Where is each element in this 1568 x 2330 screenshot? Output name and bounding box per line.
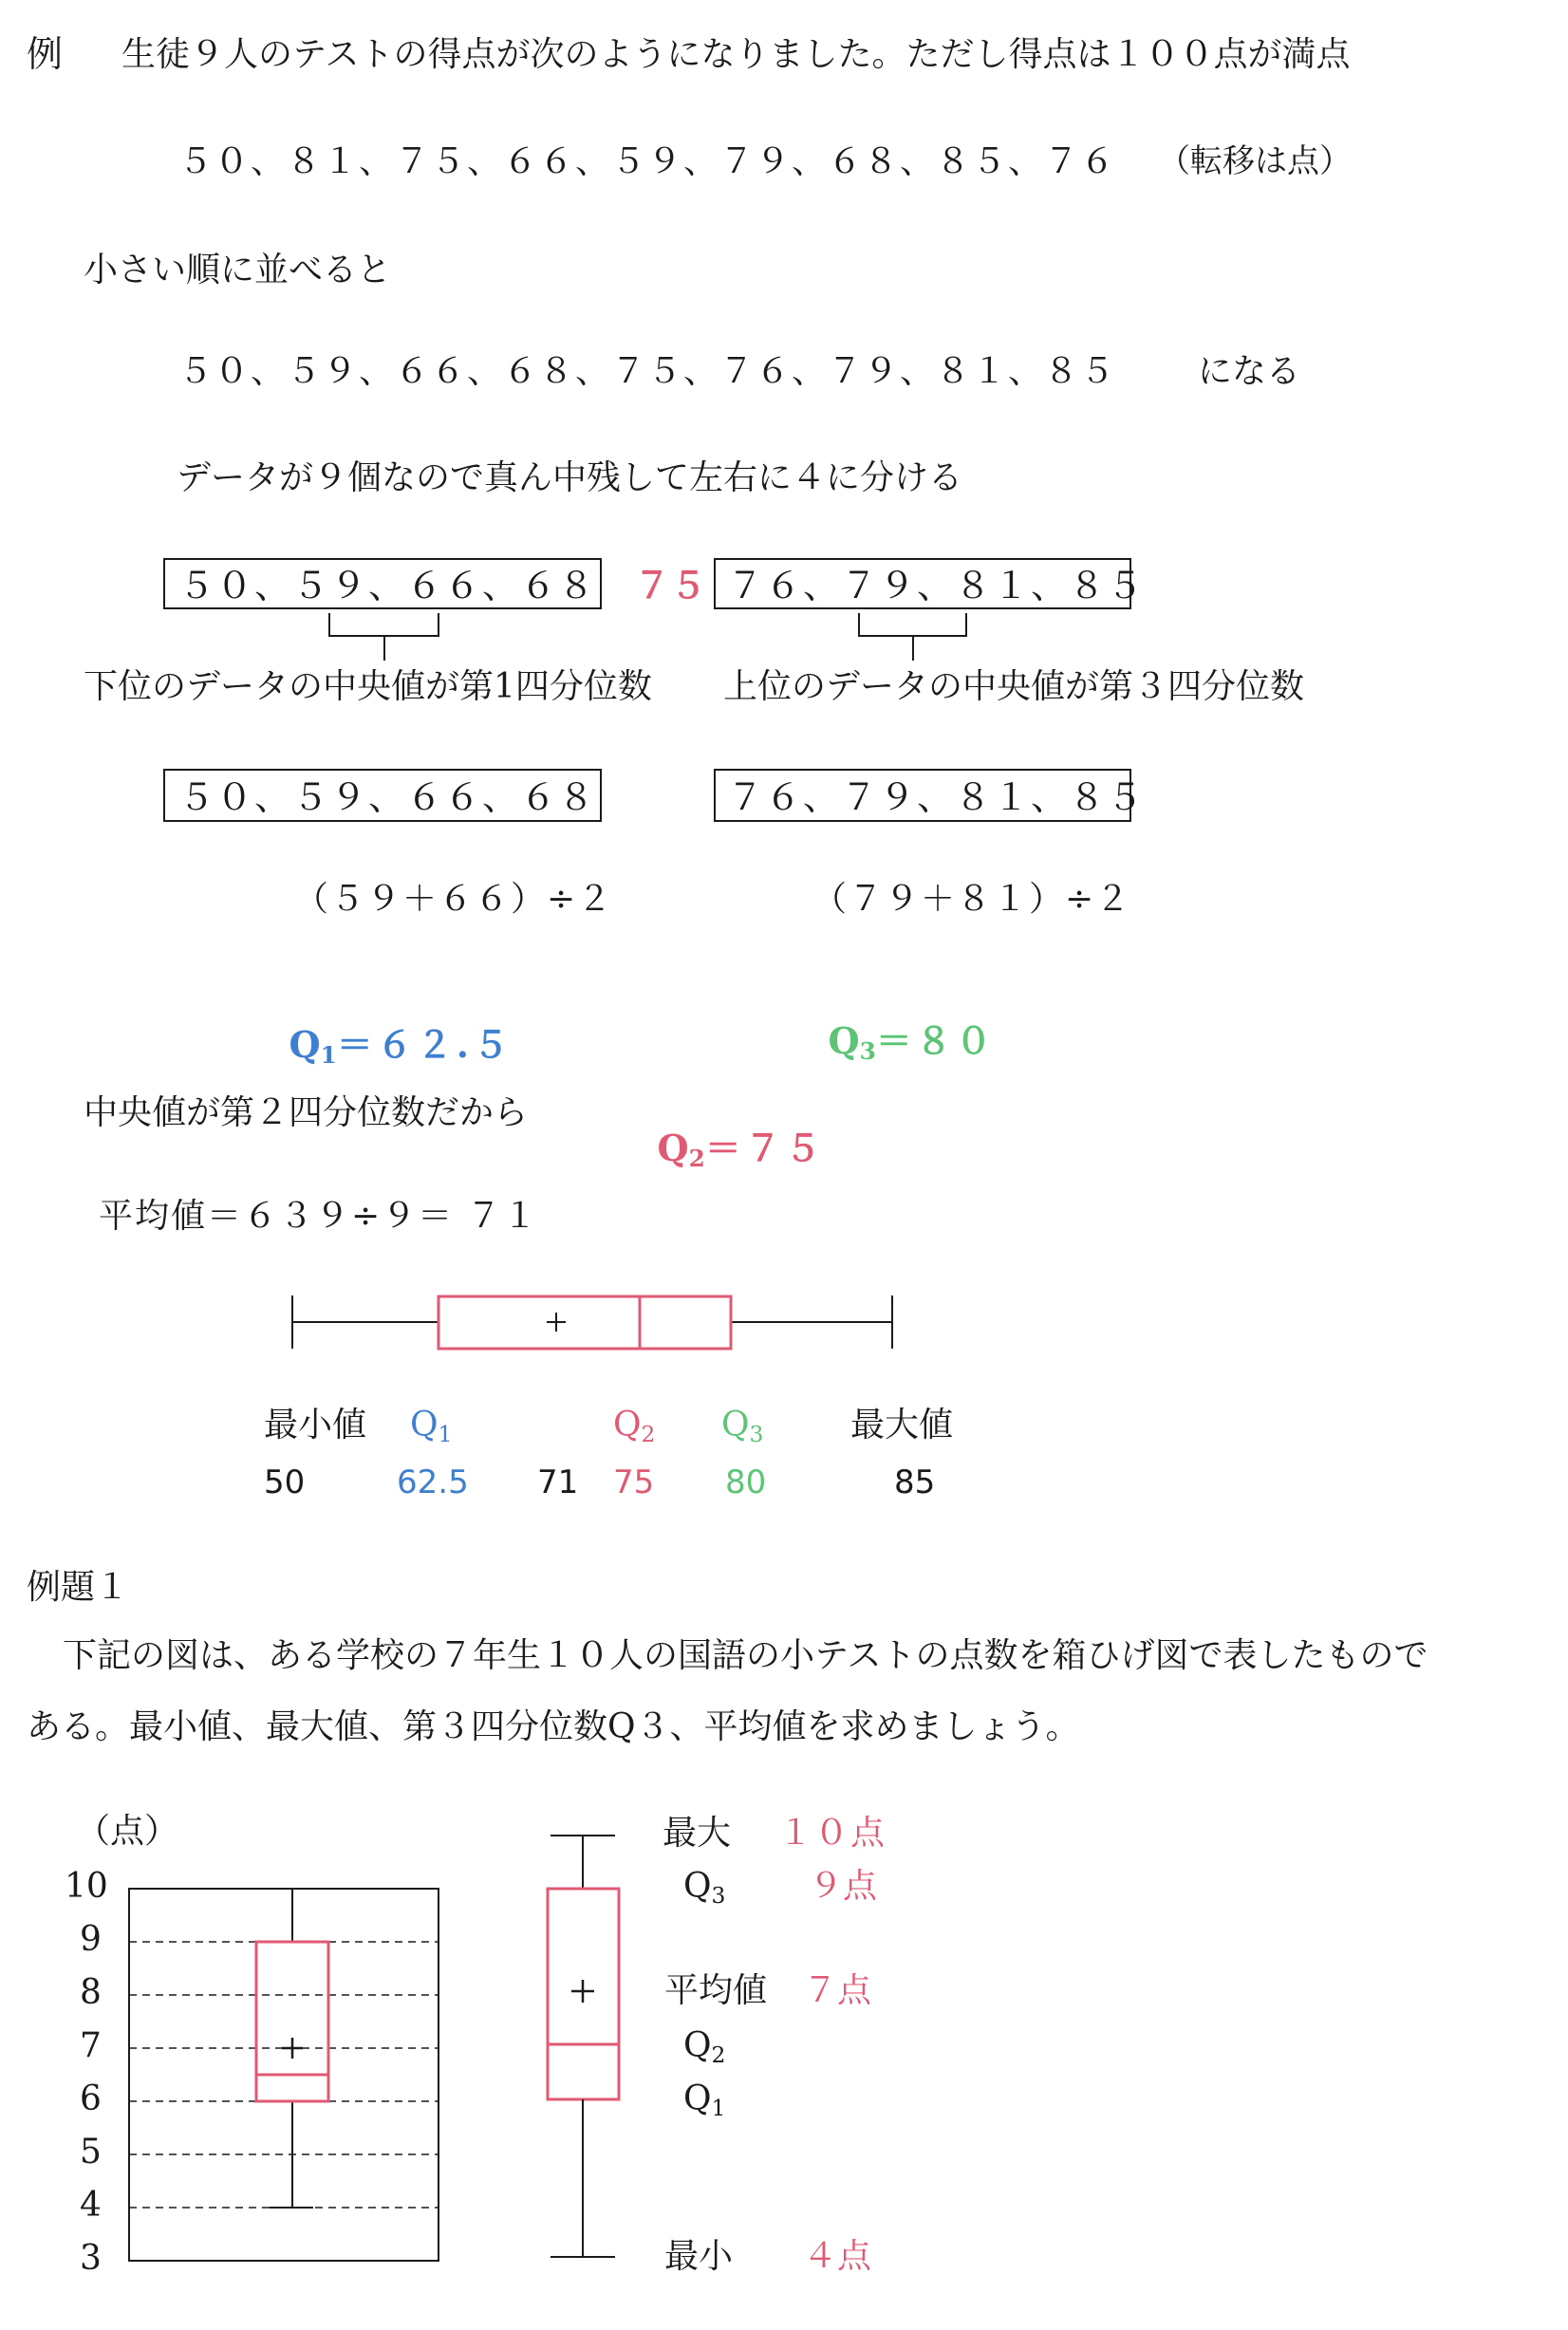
q2-sub: 2 [688, 1145, 705, 1173]
mean-text: 平均値＝６３９÷９＝ ７１ [99, 1197, 539, 1236]
problem-text-line2: ある。最小値、最大値、第３四分位数Q３、平均値を求めましょう。 [27, 1707, 1080, 1746]
bp-q1-letter: Q [410, 1406, 439, 1445]
bp-min-value: 50 [264, 1463, 306, 1501]
bp-q1-sub: 1 [438, 1420, 453, 1447]
bp-q2-letter: Q [613, 1406, 642, 1445]
iqr-box [548, 1889, 619, 2099]
iqr-box [256, 1942, 328, 2101]
bp-max-value: 85 [894, 1463, 936, 1501]
upper-bracket [859, 613, 966, 636]
q3-value: ＝８０ [875, 1019, 996, 1062]
q1-calculation: （５９＋６６）÷２ [294, 880, 614, 919]
q3-calculation: （７９＋８１）÷２ [812, 880, 1132, 919]
q2-letter: Q [657, 1127, 689, 1169]
sort-intro: 小さい順に並べると [84, 251, 392, 289]
ans-q3-value: ９点 [809, 1867, 878, 1906]
sorted-scores: ５０、５９、６６、６８、７５、７６、７９、８１、８５ [178, 352, 1117, 391]
upper-half-values: ７６、７９、８１、８５ [727, 565, 1146, 606]
y-tick: 10 [65, 1867, 108, 1906]
bp-q2-label [613, 1408, 655, 1445]
median-mark: ７５ [634, 564, 707, 606]
ans-min-value: ４点 [803, 2237, 872, 2276]
bp-q1-label [410, 1408, 452, 1445]
ans-q3-letter: Q [683, 1867, 712, 1906]
q1-result [264, 991, 513, 1068]
ans-max-value: １０点 [778, 1814, 887, 1853]
example-label: 例 [27, 33, 64, 75]
upper-half-values-repeat: ７６、７９、８１、８５ [727, 776, 1146, 818]
upper-caption: 上位のデータの中央値が第３四分位数 [723, 667, 1305, 706]
q3-sub: 3 [859, 1037, 876, 1066]
q3-letter: Q [828, 1019, 860, 1062]
y-tick: 6 [80, 2079, 102, 2118]
bp-q3-value: 80 [725, 1463, 767, 1501]
lower-half-values-repeat: ５０、５９、６６、６８ [178, 776, 597, 818]
ans-min-label: 最小 [664, 2237, 734, 2276]
ans-q1-sub: 1 [711, 2094, 726, 2121]
y-tick: 5 [80, 2133, 102, 2172]
bp-mean-value: 71 [537, 1463, 579, 1501]
ans-q2-letter: Q [683, 2026, 712, 2065]
y-tick: 9 [80, 1920, 102, 1959]
q2-value: ＝７５ [704, 1127, 825, 1169]
ans-mean-value: ７点 [803, 1971, 872, 2010]
ans-q3-sub: 3 [711, 1881, 726, 1909]
bp-q3-sub: 3 [749, 1420, 764, 1447]
example-intro: 生徒９人のテストの得点が次のようになりました。ただし得点は１００点が満点 [121, 35, 1351, 74]
y-tick: 4 [80, 2186, 102, 2225]
ans-q2-label [683, 2026, 726, 2068]
q3-result [803, 987, 996, 1064]
lower-caption: 下位のデータの中央値が第1四分位数 [84, 667, 652, 706]
ans-max-label: 最大 [663, 1814, 732, 1853]
q1-letter: Q [289, 1023, 321, 1066]
lower-half-values: ５０、５９、６６、６８ [178, 565, 597, 606]
y-tick: 3 [80, 2239, 102, 2278]
problem-text-line1: 下記の図は、ある学校の７年生１０人の国語の小テストの点数を箱ひげ図で表したもので [63, 1636, 1428, 1675]
lower-bracket [329, 613, 439, 636]
chart-frame [129, 1889, 439, 2261]
y-tick: 8 [80, 1973, 102, 2012]
problem-title: 例題１ [27, 1568, 130, 1607]
ans-q1-label [683, 2079, 726, 2121]
ans-q2-sub: 2 [711, 2041, 726, 2068]
bp-q2-sub: 2 [641, 1420, 656, 1447]
ans-mean-label: 平均値 [664, 1971, 768, 2010]
split-note: データが９個なので真ん中残して左右に４に分ける [177, 458, 963, 497]
bp-q3-label [721, 1408, 763, 1445]
unit-note: （転移は点） [1158, 142, 1352, 180]
median-intro: 中央値が第２四分位数だから [84, 1093, 529, 1132]
raw-scores: ５０、８１、７５、６６、５９、７９、６８、８５、７６ [178, 142, 1117, 181]
q2-result [632, 1094, 825, 1171]
bp-q3-letter: Q [721, 1406, 750, 1445]
bp-min-label: 最小値 [264, 1406, 367, 1445]
q1-sub: 1 [320, 1041, 337, 1070]
q1-value: ＝６２.５ [336, 1023, 513, 1066]
unit-label: （点） [76, 1812, 179, 1851]
bp-q1-value: 62.5 [397, 1463, 469, 1501]
sorted-suffix: になる [1198, 352, 1301, 391]
ans-q1-letter: Q [683, 2079, 712, 2118]
bp-q2-value: 75 [613, 1463, 655, 1501]
y-tick: 7 [80, 2026, 102, 2065]
ans-q3-label [683, 1867, 726, 1909]
iqr-box [439, 1296, 731, 1349]
bp-max-label: 最大値 [850, 1406, 954, 1445]
